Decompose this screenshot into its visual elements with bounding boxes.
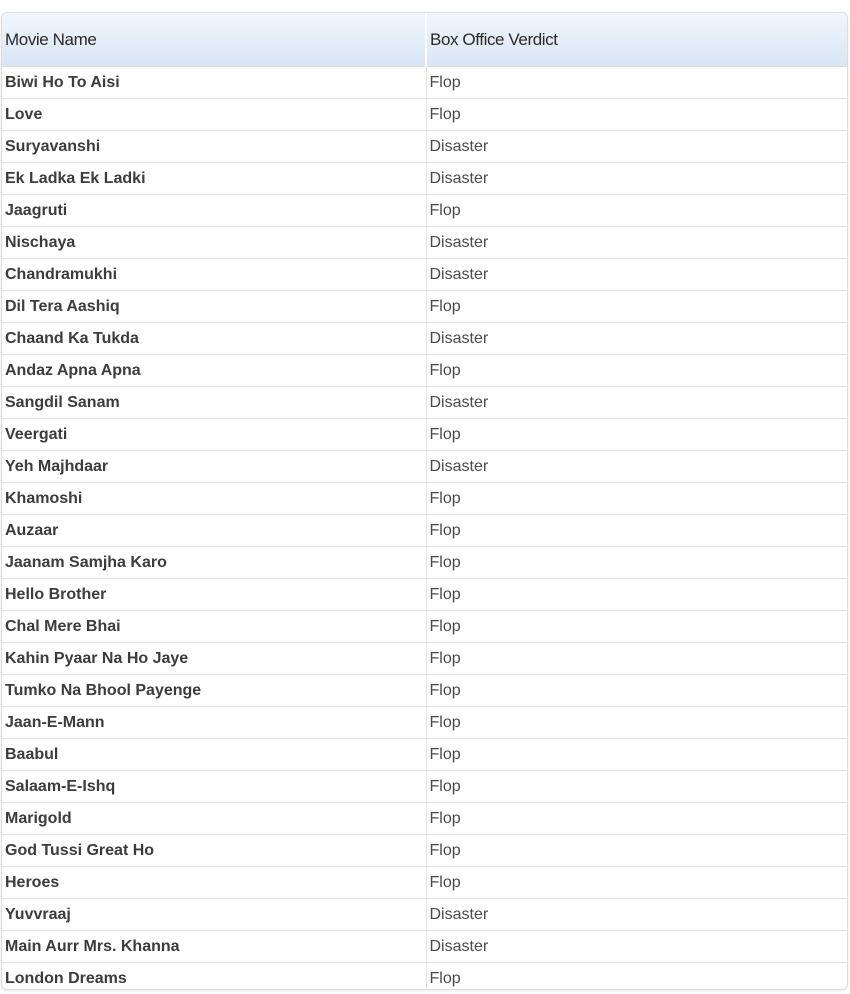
verdict-cell: Flop [426, 419, 847, 451]
table-row [2, 227, 847, 259]
movie-name-cell: Marigold [2, 803, 426, 835]
verdict-cell: Flop [426, 483, 847, 515]
movie-name-cell: Hello Brother [2, 579, 426, 611]
movie-name-cell: Nischaya [2, 227, 426, 259]
movie-name-cell: Main Aurr Mrs. Khanna [2, 931, 426, 963]
table-row [2, 195, 847, 227]
table-row [2, 451, 847, 483]
movie-name-cell: Biwi Ho To Aisi [2, 67, 426, 99]
verdict-cell: Disaster [426, 323, 847, 355]
movie-name-cell: London Dreams [5, 969, 127, 987]
verdict-cell: Flop [426, 963, 847, 991]
box-office-table [2, 13, 847, 990]
table-row [2, 771, 847, 803]
verdict-cell: Flop [426, 99, 847, 131]
table-row [2, 131, 847, 163]
movie-name-cell: Sangdil Sanam [2, 387, 426, 419]
table-row [2, 483, 847, 515]
movie-name-cell: God Tussi Great Ho [2, 835, 426, 867]
table-row [2, 323, 847, 355]
movie-name-cell: Kahin Pyaar Na Ho Jaye [2, 643, 426, 675]
movie-name-cell: Andaz Apna Apna [2, 355, 426, 387]
box-office-table-container [1, 12, 848, 990]
verdict-cell: Disaster [426, 387, 847, 419]
table-body [2, 67, 847, 991]
table-row [2, 739, 847, 771]
movie-name-cell: Love [2, 99, 426, 131]
verdict-cell: Flop [426, 291, 847, 323]
movie-name-cell: Chal Mere Bhai [2, 611, 426, 643]
table-row [2, 707, 847, 739]
table-row [2, 547, 847, 579]
movie-name-cell: Suryavanshi [2, 131, 426, 163]
header-row [2, 13, 847, 67]
table-row [2, 515, 847, 547]
movie-name-cell: Khamoshi [2, 483, 426, 515]
verdict-cell: Flop [426, 611, 847, 643]
table-row [2, 611, 847, 643]
verdict-cell: Flop [426, 515, 847, 547]
movie-name-cell: Yeh Majhdaar [2, 451, 426, 483]
verdict-cell: Disaster [426, 451, 847, 483]
verdict-cell: Flop [426, 579, 847, 611]
table-row [2, 579, 847, 611]
verdict-cell: Flop [426, 67, 847, 99]
table-header [2, 13, 847, 67]
movie-name-cell: Yuvvraaj [2, 899, 426, 931]
movie-name-cell: Salaam-E-Ishq [2, 771, 426, 803]
verdict-cell: Flop [426, 739, 847, 771]
table-row [2, 963, 847, 991]
table-row [2, 675, 847, 707]
movie-name-cell: Jaagruti [2, 195, 426, 227]
verdict-cell: Disaster [426, 131, 847, 163]
movie-name-cell: Ek Ladka Ek Ladki [2, 163, 426, 195]
movie-name-cell: Chaand Ka Tukda [2, 323, 426, 355]
verdict-cell: Disaster [426, 227, 847, 259]
verdict-cell: Flop [426, 675, 847, 707]
table-row [2, 835, 847, 867]
movie-name-cell: Heroes [2, 867, 426, 899]
table-row [2, 67, 847, 99]
verdict-cell: Flop [426, 771, 847, 803]
verdict-cell: Flop [426, 643, 847, 675]
verdict-cell: Flop [426, 707, 847, 739]
movie-name-cell: Chandramukhi [2, 259, 426, 291]
column-header-box-office-verdict: Box Office Verdict [426, 13, 847, 67]
movie-name-cell: Jaanam Samjha Karo [2, 547, 426, 579]
verdict-cell: Disaster [426, 259, 847, 291]
column-header-movie-name: Movie Name [2, 13, 426, 67]
table-row [2, 387, 847, 419]
table-row [2, 99, 847, 131]
verdict-cell: Flop [426, 803, 847, 835]
verdict-cell: Flop [426, 835, 847, 867]
table-row [2, 867, 847, 899]
table-row [2, 899, 847, 931]
movie-name-cell: Auzaar [2, 515, 426, 547]
movie-name-cell: Tumko Na Bhool Payenge [2, 675, 426, 707]
table-row [2, 931, 847, 963]
movie-name-cell: Jaan-E-Mann [2, 707, 426, 739]
verdict-cell: Flop [426, 547, 847, 579]
table-row [2, 291, 847, 323]
table-row [2, 643, 847, 675]
table-row [2, 419, 847, 451]
verdict-cell: Flop [426, 195, 847, 227]
verdict-cell: Flop [426, 867, 847, 899]
verdict-cell: Disaster [426, 931, 847, 963]
verdict-cell: Disaster [426, 163, 847, 195]
movie-name-cell: Veergati [2, 419, 426, 451]
verdict-cell: Disaster [426, 899, 847, 931]
movie-name-cell: Dil Tera Aashiq [2, 291, 426, 323]
table-row [2, 163, 847, 195]
table-row [2, 803, 847, 835]
movie-name-cell: Baabul [2, 739, 426, 771]
table-row [2, 355, 847, 387]
verdict-cell: Flop [426, 355, 847, 387]
table-row [2, 259, 847, 291]
